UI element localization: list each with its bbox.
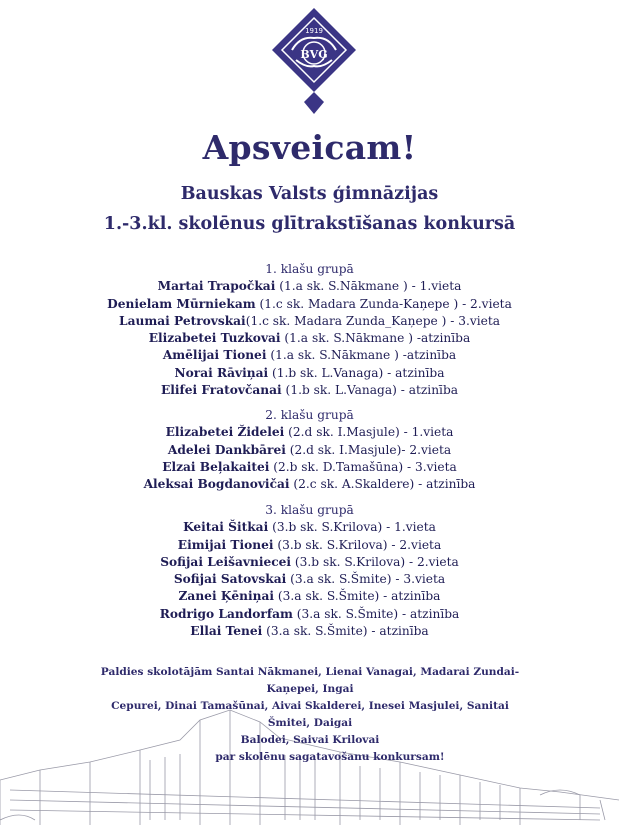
winner-entry <box>0 554 619 571</box>
winner-detail: (3.a sk. S.Šmite) - atzinība <box>292 606 460 621</box>
winner-name: Sofijai Leišavniecei <box>160 554 292 569</box>
group-heading: 2. klašu grupā <box>265 408 354 422</box>
winner-name: Elifei Fratovčanai <box>160 383 282 398</box>
winner-detail: (1.b sk. L.Vanaga) - atzinība <box>268 365 445 380</box>
group-1-list <box>0 261 619 399</box>
group-heading: 3. klašu grupā <box>265 503 354 517</box>
winner-entry <box>0 588 619 605</box>
subtitle-contest: 1.-3.kl. skolēnus glītrakstīšanas konkursā <box>103 214 516 234</box>
winner-name: Ellai Tenei <box>190 624 263 639</box>
thanks-line: Paldies skolotājām Santai Nākmanei, Lienai Vanagai, Madarai Zundai-Kaņepei, Ingai <box>100 666 520 695</box>
winner-detail: (1.c sk. Madara Zunda-Kaņepe ) - 2.vieta <box>255 296 512 311</box>
winner-entry <box>0 537 619 554</box>
winner-detail: (1.a sk. S.Nākmane ) -atzinība <box>280 331 471 346</box>
winner-entry <box>0 313 619 330</box>
winner-detail: (1.b sk. L.Vanaga) - atzinība <box>281 383 459 398</box>
winner-entry <box>0 519 619 536</box>
winner-detail: (3.b sk. S.Krilova) - 2.vieta <box>291 554 459 569</box>
winner-name: Elizabetei Tuzkovai <box>148 331 281 346</box>
winner-entry <box>0 382 619 399</box>
winner-name: Zanei Ķēniņai <box>178 589 275 604</box>
winner-name: Laumai Petrovskai <box>119 313 246 328</box>
winner-detail: (3.b sk. S.Krilova) - 2.vieta <box>273 537 442 552</box>
winner-entry <box>0 424 619 441</box>
thanks-line: Balodei, Saivai Krilovai <box>240 734 380 746</box>
winner-detail: (1.c sk. Madara Zunda_Kaņepe ) - 3.vieta <box>245 313 500 328</box>
winner-name: Martai Trapočkai <box>157 279 276 294</box>
winner-name: Eimijai Tionei <box>177 537 274 552</box>
winner-name: Keitai Šitkai <box>183 520 269 535</box>
school-logo <box>270 6 358 118</box>
thanks-paragraph <box>90 664 530 766</box>
winner-name: Elizabetei Židelei <box>165 425 285 440</box>
group-heading: 1. klašu grupā <box>265 262 354 276</box>
group-3-list <box>0 502 619 640</box>
winner-entry <box>0 476 619 493</box>
winner-name: Adelei Dankbārei <box>167 442 286 457</box>
winner-name: Sofijai Satovskai <box>173 572 287 587</box>
winner-detail: (3.a sk. S.Šmite) - atzinība <box>262 624 429 639</box>
winner-entry <box>0 347 619 364</box>
winner-detail: (2.c sk. A.Skaldere) - atzinība <box>289 477 476 492</box>
winner-name: Aleksai Bogdanovičai <box>143 477 290 492</box>
winner-name: Denielam Mūrniekam <box>107 296 256 311</box>
winner-entry <box>0 365 619 382</box>
winner-entry <box>0 278 619 295</box>
winner-detail: (1.a sk. S.Nākmane ) -atzinība <box>266 348 457 363</box>
winner-name: Norai Rāviņai <box>174 365 269 380</box>
winner-detail: (3.b sk. S.Krilova) - 1.vieta <box>268 520 436 535</box>
winner-entry <box>0 296 619 313</box>
winner-detail: (3.a sk. S.Šmite) - atzinība <box>274 589 441 604</box>
winner-detail: (2.d sk. I.Masjule) - 1.vieta <box>284 425 454 440</box>
winner-detail: (3.a sk. S.Šmite) - 3.vieta <box>286 572 446 587</box>
winner-entry <box>0 571 619 588</box>
winner-detail: (2.d sk. I.Masjule)- 2.vieta <box>285 442 452 457</box>
winner-detail: (1.a sk. S.Nākmane ) - 1.vieta <box>275 279 462 294</box>
thanks-line: Cepurei, Dinai Tamašūnai, Aivai Skalderei, Inesei Masjulei, Sanitai Šmitei, Daigai <box>111 700 509 729</box>
winner-name: Rodrigo Landorfam <box>159 606 293 621</box>
subtitle-school: Bauskas Valsts ģimnāzijas <box>180 184 439 204</box>
group-2-list <box>0 407 619 493</box>
winner-name: Amēlijai Tionei <box>162 348 267 363</box>
winner-name: Elzai Beļakaitei <box>162 459 270 474</box>
winner-entry <box>0 606 619 623</box>
logo-letters: BVĢ <box>300 48 328 61</box>
winner-entry <box>0 623 619 640</box>
winner-entry <box>0 442 619 459</box>
winner-entry <box>0 459 619 476</box>
winner-detail: (2.b sk. D.Tamašūna) - 3.vieta <box>269 459 457 474</box>
page-title: Apsveicam! <box>202 128 417 167</box>
winner-entry <box>0 330 619 347</box>
thanks-line: par skolēnu sagatavošanu konkursam! <box>215 751 445 763</box>
logo-year: 1919 <box>305 27 323 35</box>
